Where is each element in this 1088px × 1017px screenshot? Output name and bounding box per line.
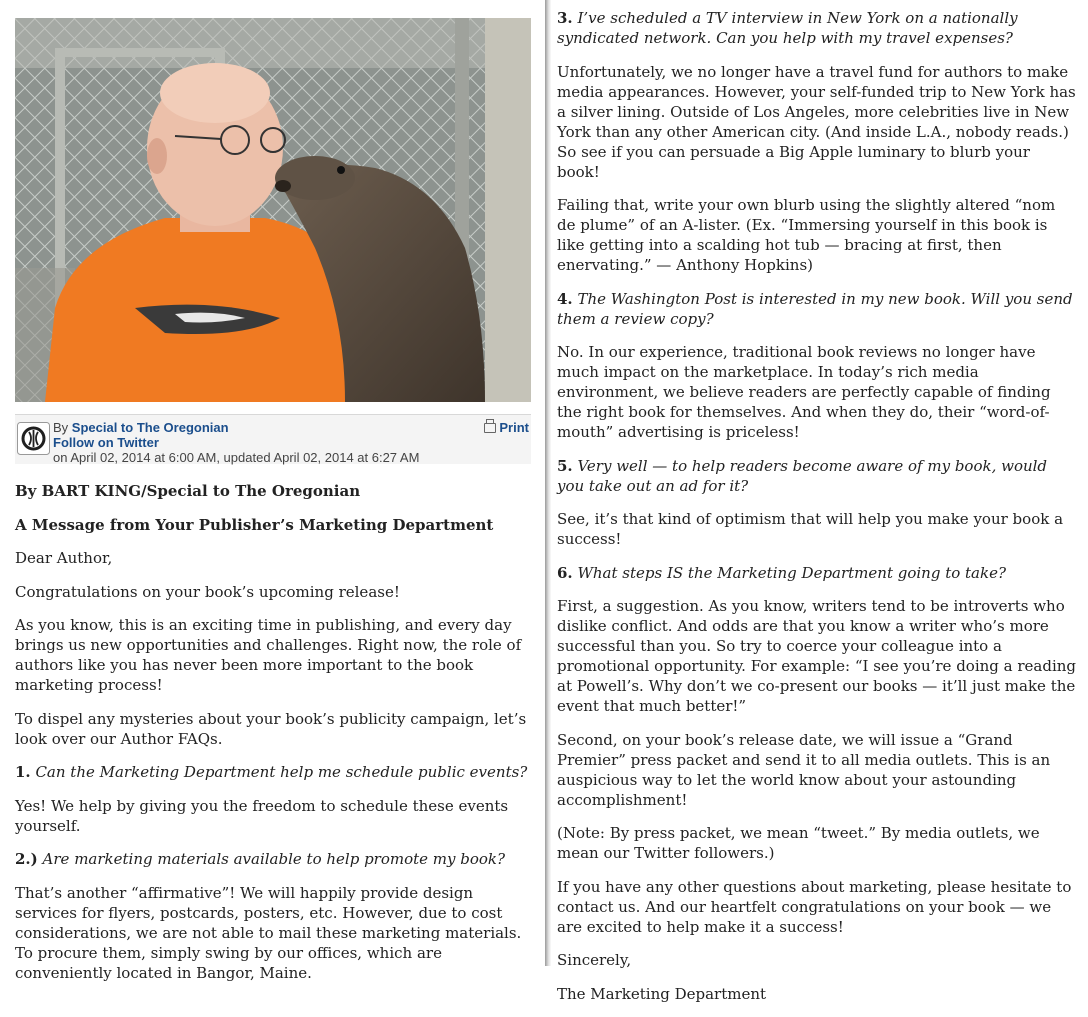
byline-prefix: By — [53, 420, 69, 435]
oregonian-logo-icon — [17, 422, 50, 455]
paragraph: As you know, this is an exciting time in publishing, and every day brings us new opportunities and challenges. Right now, the role of authors like you has never been more important to the book marketing process! — [15, 616, 522, 694]
faq-answer: See, it’s that kind of optimism that will help you make your book a success! — [557, 510, 1064, 548]
faq-question-text: Are marketing materials available to help promote my book? — [42, 850, 506, 868]
faq-answer: Failing that, write your own blurb using the slightly altered “nom de plume” of an A-lister. (Ex. “Immersing yourself in this book is like getting into a scalding hot tub — bracing at first, then enervating.” — Anthony Hopkins) — [557, 196, 1056, 274]
faq-question — [15, 849, 535, 869]
greeting: Dear Author, — [15, 549, 113, 567]
paragraph: To dispel any mysteries about your book’s publicity campaign, let’s look over our Author FAQs. — [15, 709, 527, 748]
right-page — [551, 0, 1088, 1003]
author-link[interactable]: Special to The Oregonian — [71, 420, 229, 435]
left-page — [0, 0, 545, 982]
faq-answer: Unfortunately, we no longer have a travel fund for authors to make media appearances. However, your self-funded trip to New York has a silver lining. Outside of Los Angeles, more celebrities live in New York than any other American city. (And inside L.A., nobody reads.) So see if you can persuade a Big Apple luminary to blurb your book! — [557, 62, 1076, 181]
author-line: By BART KING/Special to The Oregonian — [15, 482, 361, 500]
print-button[interactable] — [484, 420, 529, 435]
faq-number: 4. — [557, 289, 573, 308]
faq-answer: That’s another “affirmative”! We will happily provide design services for flyers, postcards, posters, etc. However, due to cost considerations, we are not able to mail these marketing materials. To procure them, simply swing by our offices, which are conveniently located in Bangor, Maine. — [15, 883, 522, 982]
byline-box — [15, 414, 531, 464]
faq-question — [557, 289, 1077, 329]
faq-answer: (Note: By press packet, we mean “tweet.” By media outlets, we mean our Twitter followers.) — [557, 824, 1040, 862]
faq-number: 3. — [557, 9, 573, 27]
faq-question-text: I’ve scheduled a TV interview in New York on a nationally syndicated network. Can you help with my travel expenses? — [557, 9, 1018, 47]
faq-question — [557, 8, 1077, 48]
article-photo — [15, 18, 531, 402]
faq-question — [15, 762, 535, 782]
sign-off: Sincerely, — [557, 951, 632, 969]
faq-question — [557, 563, 1077, 583]
faq-number: 2.) — [15, 850, 38, 868]
faq-answer: No. In our experience, traditional book reviews no longer have much impact on the marketplace. In today’s rich media environment, we believe readers are perfectly capable of finding the right book for themselves. And when they do, their “word-of-mouth” advertising is priceless! — [557, 343, 1051, 441]
signature: The Marketing Department — [557, 984, 767, 1003]
closing-paragraph: If you have any other questions about marketing, please hesitate to contact us. And our heartfelt congratulations on your book — we are excited to help make it a success! — [557, 877, 1072, 936]
faq-number: 6. — [557, 563, 573, 582]
faq-number: 1. — [15, 763, 31, 781]
article-body-left — [15, 481, 535, 996]
follow-on-twitter-link[interactable]: Follow on Twitter — [53, 435, 159, 450]
faq-question-text: Very well — to help readers become aware of my book, would you take out an ad for it? — [557, 456, 1048, 495]
faq-answer: First, a suggestion. As you know, writers tend to be introverts who dislike conflict. And odds are that you know a writer who’s more successful than you. So try to coerce your colleague into a promotional opportunity. For example: “I see you’re doing a reading at Powell’s. Why don’t we co-present our books — it’ll just make the event that much better!” — [557, 597, 1077, 715]
publish-timestamp: on April 02, 2014 at 6:00 AM, updated April 02, 2014 at 6:27 AM — [53, 450, 420, 465]
printer-icon — [484, 423, 496, 433]
article-body-right — [557, 8, 1077, 1017]
faq-answer: Second, on your book’s release date, we will issue a “Grand Premier” press packet and send it to all media outlets. This is an auspicious way to let the world know about your astounding accomplishment! — [557, 730, 1051, 809]
faq-question — [557, 456, 1077, 496]
faq-number: 5. — [557, 456, 573, 475]
paragraph: Congratulations on your book’s upcoming release! — [15, 582, 400, 601]
faq-question-text: Can the Marketing Department help me schedule public events? — [35, 763, 528, 781]
faq-question-text: The Washington Post is interested in my new book. Will you send them a review copy? — [557, 289, 1073, 328]
faq-answer: Yes! We help by giving you the freedom to schedule these events yourself. — [15, 796, 509, 835]
article-headline: A Message from Your Publisher’s Marketing Department — [15, 515, 494, 534]
faq-question-text: What steps IS the Marketing Department going to take? — [577, 563, 1007, 582]
print-label: Print — [499, 420, 529, 435]
